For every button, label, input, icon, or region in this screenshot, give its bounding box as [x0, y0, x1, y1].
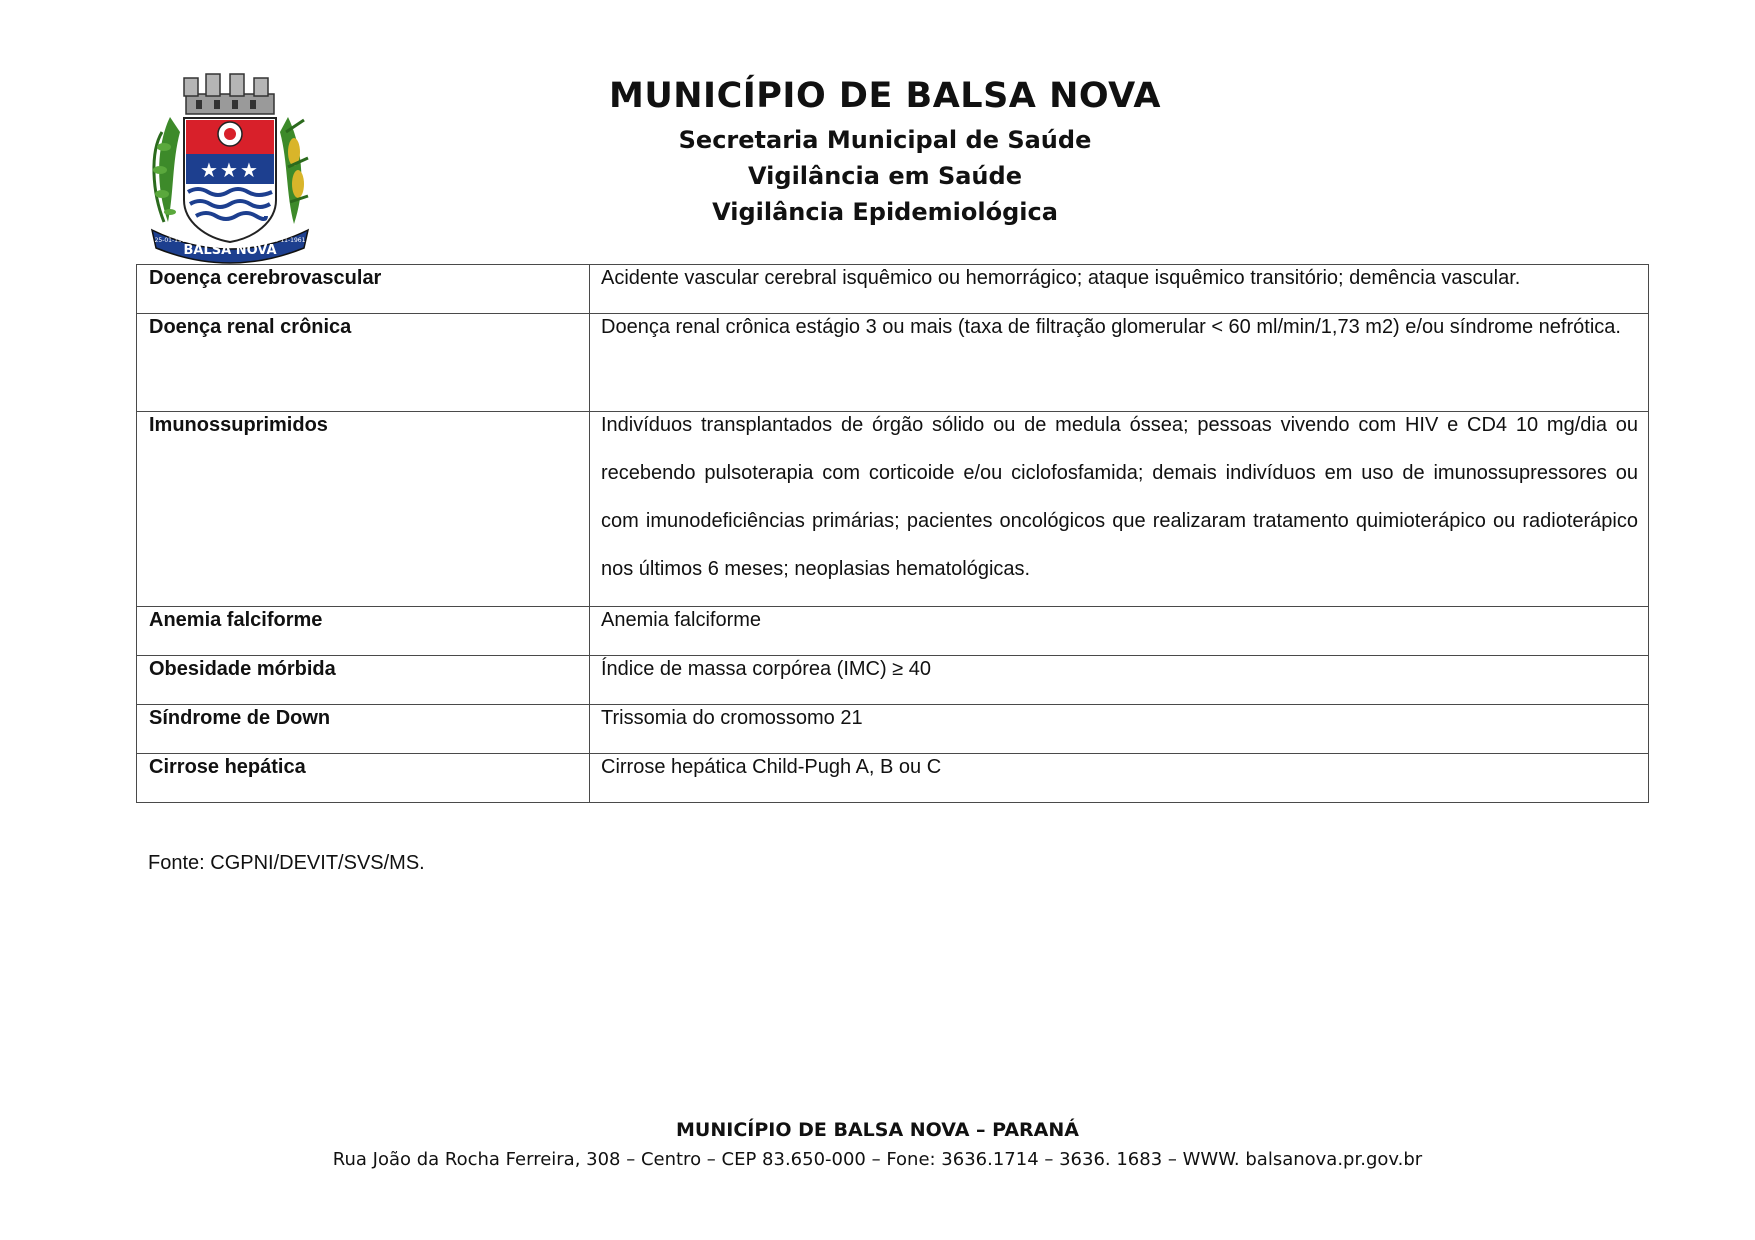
header-section: Vigilância Epidemiológica [712, 198, 1058, 226]
condition-description: Doença renal crônica estágio 3 ou mais (taxa de filtração glomerular < 60 ml/min/1,73 m2) e/ou síndrome nefrótica. [601, 316, 1621, 338]
comorbidities-table [136, 264, 1649, 803]
condition-cell [137, 265, 590, 314]
description-cell [590, 412, 1649, 607]
shield-icon [184, 118, 276, 242]
condition-name: Obesidade mórbida [149, 658, 336, 680]
left-foliage-icon [153, 117, 180, 222]
description-cell [590, 314, 1649, 412]
condition-cell [137, 314, 590, 412]
table-row [137, 412, 1649, 607]
svg-text:★: ★ [200, 158, 218, 182]
crest-banner-text: BALSA NOVA [183, 243, 277, 258]
condition-name: Doença cerebrovascular [149, 267, 382, 289]
svg-text:★: ★ [220, 158, 238, 182]
condition-description: Trissomia do cromossomo 21 [601, 707, 863, 729]
condition-description: Indivíduos transplantados de órgão sólido ou de medula óssea; pessoas vivendo com HIV e CD4 10 mg/dia ou recebendo pulsoterapia com corticoide e/ou ciclofosfamida; demais indivíduos em uso de imunossupressores ou com imunodeficiências primárias; pacientes oncológicos que realizaram tratamento quimioterápico ou radioterápico nos últimos 6 meses; neoplasias hematológicas. [601, 414, 1638, 580]
header-title: MUNICÍPIO DE BALSA NOVA [609, 76, 1161, 116]
table-row [137, 314, 1649, 412]
source-note: Fonte: CGPNI/DEVIT/SVS/MS. [148, 852, 425, 874]
condition-cell [137, 705, 590, 754]
footer-title: MUNICÍPIO DE BALSA NOVA – PARANÁ [676, 1119, 1079, 1141]
crest-date-right: 04-11-1961 [270, 237, 306, 244]
condition-cell [137, 656, 590, 705]
condition-description: Acidente vascular cerebral isquêmico ou hemorrágico; ataque isquêmico transitório; demência vascular. [601, 267, 1521, 289]
mural-crown-icon [184, 74, 274, 114]
header-division: Vigilância em Saúde [748, 162, 1022, 190]
condition-name: Imunossuprimidos [149, 414, 328, 436]
svg-text:★: ★ [240, 158, 258, 182]
table-row [137, 754, 1649, 803]
condition-name: Síndrome de Down [149, 707, 331, 729]
condition-cell [137, 412, 590, 607]
right-corn-icon [280, 117, 308, 224]
condition-description: Índice de massa corpórea (IMC) ≥ 40 [601, 658, 931, 680]
condition-cell [137, 754, 590, 803]
description-cell [590, 754, 1649, 803]
condition-name: Anemia falciforme [149, 609, 323, 631]
crest-date-left: 25-01-1961 [154, 237, 190, 244]
municipal-coat-of-arms-icon [148, 72, 312, 268]
condition-name: Doença renal crônica [149, 316, 352, 338]
condition-name: Cirrose hepática [149, 756, 306, 778]
condition-description: Cirrose hepática Child-Pugh A, B ou C [601, 756, 942, 778]
header-department: Secretaria Municipal de Saúde [678, 126, 1092, 154]
document-footer [0, 1115, 1755, 1175]
document-header [540, 70, 1230, 230]
footer-address: Rua João da Rocha Ferreira, 308 – Centro – CEP 83.650-000 – Fone: 3636.1714 – 3636. 1683 – WWW. balsanova.pr.gov.br [332, 1149, 1423, 1170]
condition-description: Anemia falciforme [601, 609, 762, 631]
condition-cell [137, 607, 590, 656]
